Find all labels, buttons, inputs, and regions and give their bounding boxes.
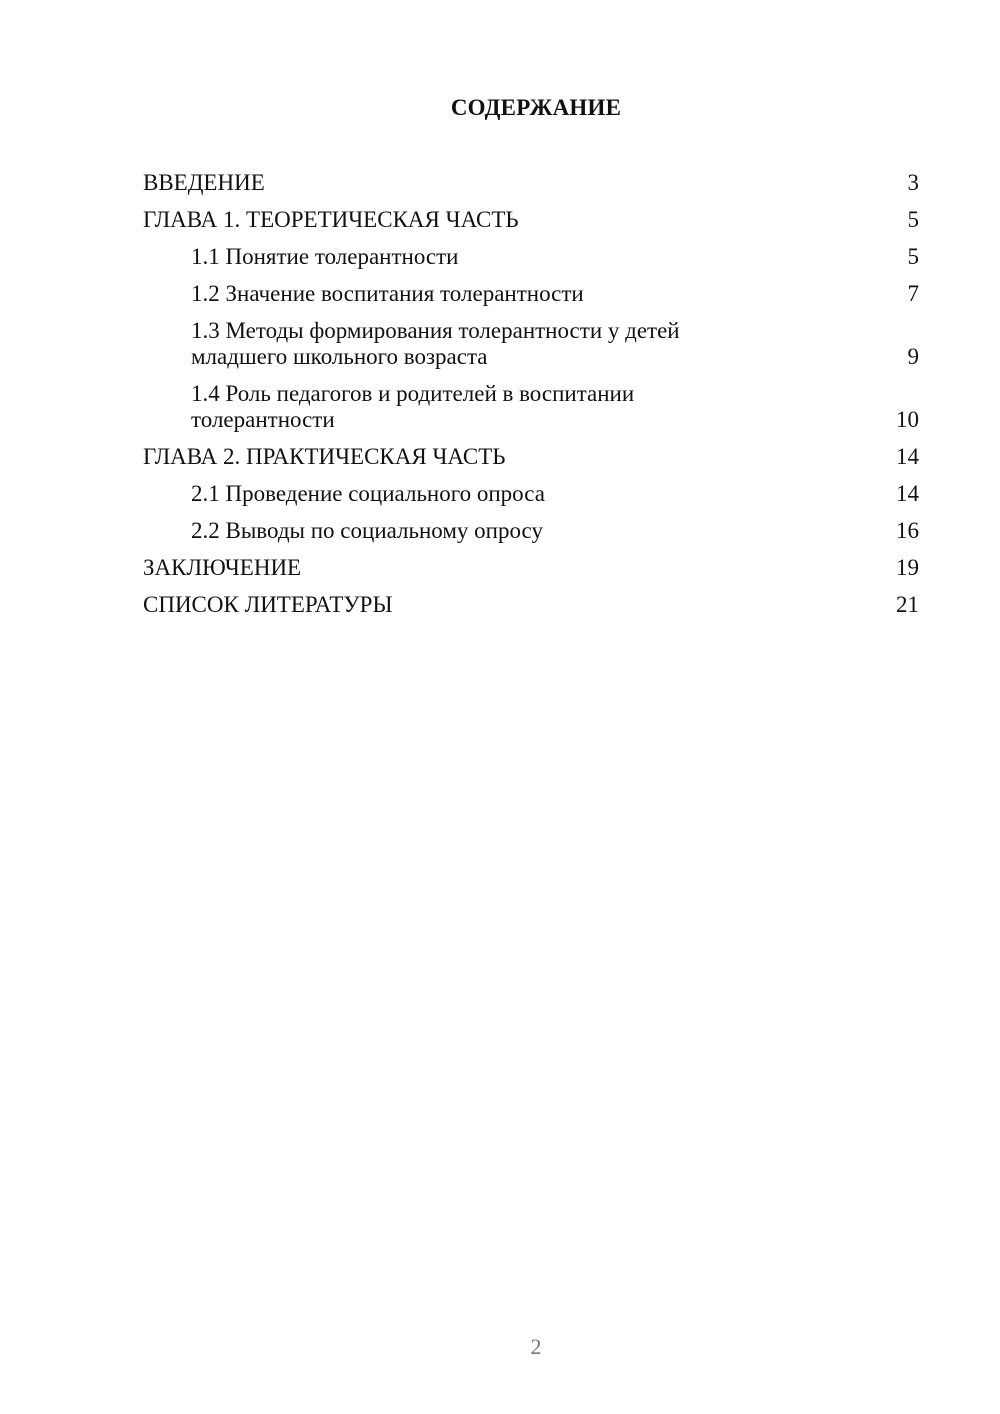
toc-entry-page: 5 — [907, 244, 919, 269]
table-of-contents — [143, 170, 919, 629]
toc-entry-section-1-1 — [143, 244, 919, 270]
toc-entry-chapter-2 — [143, 444, 919, 470]
toc-entry-label: ВВЕДЕНИЕ — [143, 170, 265, 195]
toc-entry-label: ГЛАВА 2. ПРАКТИЧЕСКАЯ ЧАСТЬ — [143, 444, 506, 469]
toc-entry-page: 19 — [896, 555, 919, 580]
toc-entry-label: 1.4 Роль педагогов и родителей в воспитании толерантности — [191, 381, 635, 432]
toc-entry-label: 1.3 Методы формирования толерантности у детей младшего школьного возраста — [191, 318, 680, 369]
toc-entry-label: ГЛАВА 1. ТЕОРЕТИЧЕСКАЯ ЧАСТЬ — [143, 207, 519, 232]
toc-entry-conclusion — [143, 555, 919, 581]
toc-entry-page: 5 — [907, 207, 919, 232]
toc-entry-page: 16 — [896, 518, 919, 543]
toc-entry-label: 1.1 Понятие толерантности — [191, 244, 459, 269]
toc-entry-page: 7 — [907, 281, 919, 306]
page-number: 2 — [530, 1334, 542, 1359]
toc-entry-introduction — [143, 170, 919, 196]
toc-entry-label: СПИСОК ЛИТЕРАТУРЫ — [143, 592, 393, 617]
toc-entry-page: 21 — [896, 592, 919, 617]
toc-title: СОДЕРЖАНИЕ — [450, 95, 622, 120]
toc-entry-chapter-1 — [143, 207, 919, 233]
toc-entry-label: 2.2 Выводы по социальному опросу — [191, 518, 543, 543]
toc-entry-section-1-4 — [143, 381, 919, 433]
toc-entry-page: 14 — [896, 481, 919, 506]
toc-entry-section-2-1 — [143, 481, 919, 507]
toc-entry-section-1-3 — [143, 318, 919, 370]
toc-entry-page: 9 — [907, 344, 919, 369]
toc-entry-section-1-2 — [143, 281, 919, 307]
toc-entry-page: 3 — [907, 170, 919, 195]
toc-entry-references — [143, 592, 919, 618]
toc-entry-label: 2.1 Проведение социального опроса — [191, 481, 545, 506]
toc-entry-section-2-2 — [143, 518, 919, 544]
toc-entry-label: ЗАКЛЮЧЕНИЕ — [143, 555, 302, 580]
toc-entry-page: 10 — [896, 407, 919, 432]
toc-entry-label: 1.2 Значение воспитания толерантности — [191, 281, 584, 306]
toc-entry-page: 14 — [896, 444, 919, 469]
